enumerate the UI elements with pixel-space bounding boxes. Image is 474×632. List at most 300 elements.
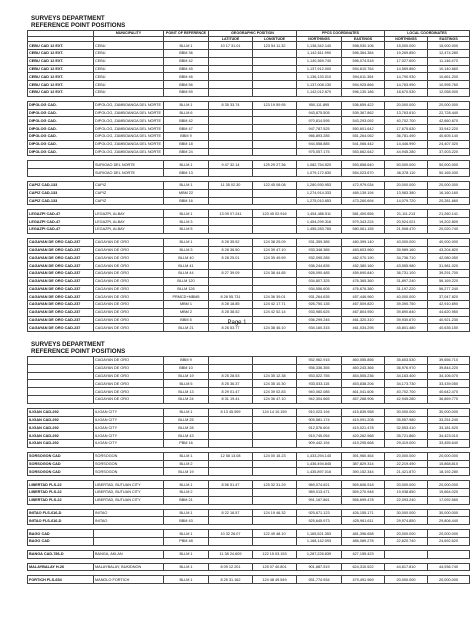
table-row — [28, 285, 470, 293]
municipality-cell: CAGAYAN DE ORO — [94, 364, 164, 372]
table-row — [28, 517, 470, 525]
table-row — [28, 550, 470, 558]
local-easting-cell: 10,995.760 — [428, 81, 470, 89]
municipality-cell: DIPOLOG, ZAMBOANGA DEL NORTE — [94, 132, 164, 140]
local-northing-cell: 22,219.490 — [385, 460, 428, 468]
local-eastings-header: EASTINGS — [428, 36, 470, 42]
station-cell: DIPOLOG CAD. — [28, 140, 94, 148]
ppcs-easting-cell: 479,491.969 — [342, 576, 385, 584]
local-easting-cell: 20,000.000 — [428, 530, 470, 538]
station-cell — [28, 357, 94, 365]
longitude-header: LONGITUDE — [253, 36, 297, 42]
reference-cell: MBM 22 — [164, 189, 209, 197]
ppcs-northing-cell: 944,558.885 — [297, 140, 342, 148]
station-cell: DIPOLOG CAD. — [28, 125, 94, 133]
station-cell: DIPOLOG CAD. — [28, 148, 94, 156]
local-easting-cell: 20,281.660 — [428, 197, 470, 205]
local-easting-cell: 20,000.000 — [428, 576, 470, 584]
ppcs-northing-cell: 1,275,010.653 — [297, 197, 342, 205]
ppcs-easting-cell: 426,155.171 — [342, 509, 385, 517]
ppcs-northing-cell: 1,435,897.016 — [297, 468, 342, 476]
latitude-cell — [209, 73, 253, 81]
ppcs-northing-cell: 910,023.194 — [297, 408, 342, 416]
reference-cell: BLLM 1 — [164, 181, 209, 189]
page-number: Page 1 — [227, 320, 247, 326]
table-row — [28, 125, 470, 133]
municipality-cell: CAGAYAN DE ORO — [94, 238, 164, 246]
municipality-cell: ILIGAN CITY — [94, 439, 164, 447]
ppcs-northing-cell: 928,090.485 — [297, 269, 342, 277]
local-northing-cell — [385, 550, 428, 558]
local-easting-cell: 20,000.000 — [428, 481, 470, 489]
local-easting-cell: 56,277.240 — [428, 285, 470, 293]
reference-cell: BLLM 40 — [164, 254, 209, 262]
table-row — [28, 364, 470, 372]
ppcs-easting-cell: 594,611.364 — [342, 73, 385, 81]
ppcs-northing-cell: 947,787.525 — [297, 125, 342, 133]
ppcs-easting-cell: 596,130.186 — [342, 88, 385, 96]
table-row — [28, 372, 470, 380]
local-northing-cell: 31,897.240 — [385, 277, 428, 285]
local-easting-cell: 40,642.470 — [428, 388, 470, 396]
local-northing-cell: 20,000.000 — [385, 181, 428, 189]
local-easting-cell: 22,728.440 — [428, 109, 470, 117]
local-easting-cell: 36,869.770 — [428, 395, 470, 403]
municipality-cell: SURIGAO DEL NORTE — [94, 161, 164, 169]
longitude-cell — [253, 488, 297, 496]
local-easting-cell: 12,058.000 — [428, 88, 470, 96]
longitude-cell — [253, 57, 297, 65]
local-northing-cell: 20,000.000 — [385, 530, 428, 538]
table-row — [28, 424, 470, 432]
ppcs-northing-cell: 966,893.285 — [297, 132, 342, 140]
reference-cell: BLLM 21 — [164, 324, 209, 332]
station-cell: CEBU CAD 12 EXT. — [28, 81, 94, 89]
page-header — [0, 326, 474, 356]
ppcs-easting-cell: 581,400.656 — [342, 210, 385, 218]
longitude-cell — [253, 468, 297, 476]
local-northing-cell: 17,027.600 — [385, 57, 428, 65]
longitude-cell — [253, 140, 297, 148]
document-page-2 — [0, 326, 474, 584]
municipality-cell: CAGAYAN DE ORO — [94, 262, 164, 270]
local-northing-cell: 35,721.860 — [385, 432, 428, 440]
municipality-cell: CAGAYAN DE ORO — [94, 246, 164, 254]
local-northing-cell: 14,569.860 — [385, 65, 428, 73]
municipality-cell: DIPOLOG, ZAMBOANGA DEL NORTE — [94, 117, 164, 125]
ppcs-northing-cell: 1,168,142.093 — [297, 537, 342, 545]
local-northing-cell: 15,000.000 — [385, 42, 428, 50]
local-easting-cell: 56,169.220 — [428, 277, 470, 285]
local-northing-cell: 40,000.000 — [385, 238, 428, 246]
ppcs-header: PPCS COORDINATES — [297, 31, 385, 37]
reference-cell: BLLM 1 — [164, 161, 209, 169]
latitude-cell: 8 29 01.47 — [209, 388, 253, 396]
municipality-cell: CAGAYAN DE ORO — [94, 324, 164, 332]
reference-cell: BLLM 6 — [164, 109, 209, 117]
latitude-cell — [209, 169, 253, 177]
ppcs-easting-cell: 486,089.278 — [342, 537, 385, 545]
ppcs-easting-cell: 476,365.360 — [342, 277, 385, 285]
station-cell — [28, 364, 94, 372]
longitude-cell — [253, 277, 297, 285]
longitude-cell — [253, 439, 297, 447]
latitude-cell: 8 22 16.57 — [209, 509, 253, 517]
latitude-cell — [209, 357, 253, 365]
station-cell: ILIGAN CAD-292 — [28, 432, 94, 440]
local-northing-cell: 17,675.630 — [385, 125, 428, 133]
local-northing-cell: 29,974.850 — [385, 517, 428, 525]
latitude-cell: 8 09 12.201 — [209, 563, 253, 571]
latitude-cell: 11 38 24.609 — [209, 550, 253, 558]
local-easting-cell: 33,251.240 — [428, 416, 470, 424]
local-northing-cell: 32,553.410 — [385, 424, 428, 432]
ppcs-easting-cell: 624,310.522 — [342, 563, 385, 571]
ppcs-northing-cell: 934,556.605 — [297, 285, 342, 293]
table-row — [28, 452, 470, 460]
reference-cell: PBM 16 — [164, 439, 209, 447]
local-easting-cell: 20,020.740 — [428, 225, 470, 233]
table-row — [28, 488, 470, 496]
longitude-cell — [253, 73, 297, 81]
ppcs-northing-cell: 1,082,754.520 — [297, 161, 342, 169]
table-row — [28, 132, 470, 140]
ppcs-northing-cell: 931,264.635 — [297, 293, 342, 301]
local-easting-cell: 40,605.140 — [428, 132, 470, 140]
ppcs-easting-cell: 467,804.950 — [342, 308, 385, 316]
local-easting-cell: 20,000.000 — [428, 181, 470, 189]
local-easting-cell: 11,146.470 — [428, 57, 470, 65]
station-cell — [28, 372, 94, 380]
longitude-cell — [253, 357, 297, 365]
latitude-cell — [209, 218, 253, 226]
reference-cell: BBM 9 — [164, 357, 209, 365]
municipality-cell: CAGAYAN DE ORO — [94, 316, 164, 324]
longitude-cell: 124 39 49.59 — [253, 254, 297, 262]
ppcs-northing-cell: 1,140,369.740 — [297, 57, 342, 65]
department-title: SURVEYS DEPARTMENT — [31, 15, 105, 22]
table-row — [28, 388, 470, 396]
ppcs-easting-cell: 459,690.840 — [342, 269, 385, 277]
local-easting-cell: 33,942.220 — [428, 125, 470, 133]
table-body — [28, 357, 470, 584]
municipality-cell: CAGAYAN DE ORO — [94, 301, 164, 309]
latitude-cell — [209, 65, 253, 73]
municipality-cell: BANGA, AKLAN — [94, 550, 164, 558]
reference-cell: BLLM 5 — [164, 380, 209, 388]
station-cell: INITAO FLS-616-D — [28, 517, 94, 525]
ppcs-easting-cell: 598,930.106 — [342, 42, 385, 50]
ppcs-easting-cell: 387,829.314 — [342, 460, 385, 468]
reference-cell: BBM 47 — [164, 125, 209, 133]
latitude-cell: 10 32 26.07 — [209, 530, 253, 538]
ppcs-northing-cell: 1,274,914.333 — [297, 189, 342, 197]
ppcs-northing-cell: 1,287,226.839 — [297, 550, 342, 558]
reference-cell: BBM 36 — [164, 49, 209, 57]
municipality-cell: CEBU — [94, 57, 164, 65]
ppcs-easting-cell: 554,023.670 — [342, 169, 385, 177]
ppcs-easting-cell: 559,270.948 — [342, 488, 385, 496]
local-northing-cell: 14,790.930 — [385, 73, 428, 81]
reference-cell: BLLM 3 — [164, 246, 209, 254]
station-cell — [28, 395, 94, 403]
local-northing-cell: 21,421.870 — [385, 468, 428, 476]
ppcs-northing-cell: 901,687.519 — [297, 563, 342, 571]
ppcs-northing-cell: 1,165,521.353 — [297, 530, 342, 538]
local-northing-cell: 21,908.470 — [385, 225, 428, 233]
municipality-cell: SORSOGON — [94, 460, 164, 468]
municipality-cell: CAGAYAN DE ORO — [94, 372, 164, 380]
municipality-cell: LIBERTAD, BUTUAN CITY — [94, 496, 164, 504]
ppcs-northing-cell: 943,875.505 — [297, 109, 342, 117]
reference-cell: BBM 13 — [164, 169, 209, 177]
reference-cell: BLLM 5 — [164, 225, 209, 233]
longitude-cell: 124 35 10.30 — [253, 380, 297, 388]
local-easting-cell: 17,092.560 — [428, 496, 470, 504]
latitude-cell: 8 28 18.85 — [209, 301, 253, 309]
ppcs-easting-cell: 463,603.960 — [342, 246, 385, 254]
local-northing-cell: 20,924.021 — [385, 218, 428, 226]
local-easting-cell: 42,660.670 — [428, 117, 470, 125]
longitude-cell — [253, 65, 297, 73]
ppcs-easting-cell: 462,070.190 — [342, 254, 385, 262]
station-cell: LIBERTAD FLS-22 — [28, 488, 94, 496]
table-row — [28, 301, 470, 309]
latitude-cell: 12 58 13.08 — [209, 452, 253, 460]
longitude-cell: 124 36 39.01 — [253, 293, 297, 301]
ppcs-easting-cell: 461,034.295 — [342, 324, 385, 332]
table-row — [28, 496, 470, 504]
latitude-cell — [209, 262, 253, 270]
longitude-cell: 124 35 12.38 — [253, 372, 297, 380]
ppcs-easting-cell: 425,961.611 — [342, 517, 385, 525]
longitude-cell: 124 38 46.10 — [253, 324, 297, 332]
local-easting-cell: 42,080.050 — [428, 254, 470, 262]
ppcs-northing-cell: 940,062.085 — [297, 388, 342, 396]
latitude-cell — [209, 496, 253, 504]
municipality-cell: CAGAYAN DE ORO — [94, 293, 164, 301]
ppcs-easting-cell: 594,925.866 — [342, 81, 385, 89]
municipality-cell: CEBU — [94, 73, 164, 81]
local-easting-cell: 42,910.690 — [428, 301, 470, 309]
station-cell — [28, 161, 94, 169]
station-cell: BANGA CAD-786-D — [28, 550, 94, 558]
ppcs-easting-cell: 453,838.206 — [342, 380, 385, 388]
ppcs-easting-cell: 454,505.236 — [342, 372, 385, 380]
ppcs-easting-cell: 461,041.606 — [342, 388, 385, 396]
station-cell: CAPIZ CAD-133 — [28, 181, 94, 189]
page-title — [31, 341, 125, 355]
ppcs-easting-cell: 556,699.478 — [342, 496, 385, 504]
municipality-cell: INITAO — [94, 517, 164, 525]
municipality-cell: CAGAYAN DE ORO — [94, 308, 164, 316]
latitude-cell — [209, 88, 253, 96]
local-easting-cell: 10,661.200 — [428, 73, 470, 81]
local-easting-cell: 15,000.000 — [428, 42, 470, 50]
latitude-cell: 8 31 19.41 — [209, 395, 253, 403]
station-cell: CEBU CAD 12 EXT. — [28, 49, 94, 57]
longitude-cell — [253, 109, 297, 117]
table-row — [28, 189, 470, 197]
ppcs-easting-cell: 427,155.423 — [342, 550, 385, 558]
table-row — [28, 262, 470, 270]
latitude-cell — [209, 140, 253, 148]
municipality-cell: LEGAZPI, ALBAY — [94, 218, 164, 226]
table-row — [28, 117, 470, 125]
reference-cell: MBM 2 — [164, 308, 209, 316]
local-easting-cell: 19,202.809 — [428, 218, 470, 226]
table-row — [28, 109, 470, 117]
station-cell: CEBU CAD 12 EXT. — [28, 73, 94, 81]
municipality-cell: CAGAYAN DE ORO — [94, 285, 164, 293]
ppcs-easting-cell: 419,295.668 — [342, 439, 385, 447]
ppcs-northing-cell: 1,454,299.316 — [297, 218, 342, 226]
local-northing-cell: 39,989.160 — [385, 246, 428, 254]
local-northing-cell: 14,763.990 — [385, 81, 428, 89]
ppcs-northing-cell: 989,013.471 — [297, 488, 342, 496]
local-northing-cell: 31,197.220 — [385, 285, 428, 293]
local-northings-header: NORTHINGS — [385, 36, 428, 42]
latitude-cell — [209, 49, 253, 57]
station-cell: FORTICH FLS-654 — [28, 576, 94, 584]
latitude-cell — [209, 468, 253, 476]
station-cell: SORSOGON CAD — [28, 452, 94, 460]
table-row — [28, 140, 470, 148]
longitude-cell — [253, 125, 297, 133]
reference-cell: BLLM 19 — [164, 468, 209, 476]
municipality-cell: DIPOLOG, ZAMBOANGA DEL NORTE — [94, 109, 164, 117]
ppcs-northing-cell: 1,455,283.765 — [297, 225, 342, 233]
local-easting-cell: 50,165.030 — [428, 169, 470, 177]
municipality-cell: CAGAYAN DE ORO — [94, 269, 164, 277]
reference-cell: BBM 5 — [164, 316, 209, 324]
municipality-cell: CAGAYAN DE ORO — [94, 357, 164, 365]
ppcs-northing-cell: 933,348.385 — [297, 246, 342, 254]
ppcs-easting-cell: 596,364.384 — [342, 49, 385, 57]
reference-cell: BLLM 24 — [164, 395, 209, 403]
local-northing-cell: 44,945.280 — [385, 148, 428, 156]
ppcs-northing-cell: 933,533.115 — [297, 380, 342, 388]
ppcs-northing-cell: 932,095.285 — [297, 254, 342, 262]
local-easting-cell: 40,921.230 — [428, 316, 470, 324]
local-northing-cell: 14,079.720 — [385, 197, 428, 205]
longitude-cell — [253, 81, 297, 89]
local-northing-cell: 44,617.810 — [385, 563, 428, 571]
local-northing-cell: 30,000.000 — [385, 408, 428, 416]
station-cell: ILIGAN CAD-292 — [28, 408, 94, 416]
station-cell — [28, 380, 94, 388]
station-cell: MALAYBALAY H-26 — [28, 563, 94, 571]
longitude-cell: 125 07 40.801 — [253, 563, 297, 571]
ppcs-northing-cell: 1,137,008.130 — [297, 81, 342, 89]
ppcs-easting-cell: 481,396.658 — [342, 530, 385, 538]
longitude-cell — [253, 364, 297, 372]
latitude-cell: 10 17 31.01 — [209, 42, 253, 50]
ppcs-easting-cell: 553,662.642 — [342, 148, 385, 156]
latitude-cell — [209, 439, 253, 447]
latitude-cell — [209, 517, 253, 525]
table-row — [28, 269, 470, 277]
longitude-cell — [253, 189, 297, 197]
reference-cell: BBM 43 — [164, 517, 209, 525]
latitude-cell: 8 27 39.09 — [209, 269, 253, 277]
latitude-cell — [209, 148, 253, 156]
reference-cell: BLLM 1 — [164, 576, 209, 584]
ppcs-northing-cell: 934,807.325 — [297, 277, 342, 285]
latitude-cell — [209, 189, 253, 197]
table-row — [28, 563, 470, 571]
ppcs-northing-cell: 909,442.194 — [297, 439, 342, 447]
ppcs-northing-cell: 1,136,133.010 — [297, 73, 342, 81]
municipality-cell: LEGAZPI, ALBAY — [94, 210, 164, 218]
latitude-cell — [209, 57, 253, 65]
table-row — [28, 530, 470, 538]
local-northing-cell: 18,670.530 — [385, 88, 428, 96]
station-cell: CAGAYAN DE ORO CAD-237 — [28, 316, 94, 324]
municipality-header: MUNICIPALITY — [94, 31, 164, 37]
table-row — [28, 576, 470, 584]
local-easting-cell: 15,868.810 — [428, 460, 470, 468]
ppcs-easting-cell: 391,960.464 — [342, 452, 385, 460]
longitude-cell — [253, 117, 297, 125]
latitude-cell — [209, 460, 253, 468]
municipality-cell: MALAYBALAY, BUKIDNON — [94, 563, 164, 571]
longitude-cell: 123 54 11.32 — [253, 42, 297, 50]
latitude-cell: 9 47 32.14 — [209, 161, 253, 169]
local-easting-cell: 37,003.220 — [428, 148, 470, 156]
latitude-cell — [209, 364, 253, 372]
ppcs-northing-cell: 1,454,486.511 — [297, 210, 342, 218]
local-northing-cell: 45,801.480 — [385, 324, 428, 332]
ppcs-northing-cell: 934,160.315 — [297, 324, 342, 332]
reference-cell: BBM 16 — [164, 197, 209, 205]
reference-cell: BLLM 43 — [164, 432, 209, 440]
table-row — [28, 169, 470, 177]
ppcs-northing-cell: 926,750.135 — [297, 301, 342, 309]
latitude-cell — [209, 81, 253, 89]
municipality-cell: CAPIZ — [94, 189, 164, 197]
ppcs-easting-cell: 596,074.518 — [342, 57, 385, 65]
municipality-cell: CAGAYAN DE ORO — [94, 380, 164, 388]
table-row — [28, 460, 470, 468]
municipality-cell: DIPOLOG, ZAMBOANGA DEL NORTE — [94, 148, 164, 156]
latitude-cell: 11 35 02.30 — [209, 181, 253, 189]
table-row — [28, 408, 470, 416]
ppcs-easting-cell: 467,509.820 — [342, 301, 385, 309]
table-row — [28, 246, 470, 254]
latitude-header: LATITUDE — [209, 36, 253, 42]
ppcs-northing-cell: 1,137,912.000 — [297, 65, 342, 73]
latitude-cell — [209, 117, 253, 125]
longitude-cell — [253, 460, 297, 468]
local-easting-cell: 50,000.000 — [428, 161, 470, 169]
reference-cell: BBM 21 — [164, 496, 209, 504]
municipality-cell: SORSOGON — [94, 468, 164, 476]
local-northing-cell: 42,945.280 — [385, 395, 428, 403]
ppcs-easting-cell: 550,601.642 — [342, 125, 385, 133]
local-easting-cell: 33,439.050 — [428, 380, 470, 388]
reference-cell: BLLM 1 — [164, 550, 209, 558]
table-row — [28, 468, 470, 476]
reference-cell: BLLM 1 — [164, 238, 209, 246]
latitude-cell: 8 28 36.50 — [209, 246, 253, 254]
reference-cell: BBM 10 — [164, 364, 209, 372]
municipality-cell: ILIGAN CITY — [94, 416, 164, 424]
station-cell: CAGAYAN DE ORO CAD-237 — [28, 246, 94, 254]
table-row — [28, 42, 470, 50]
local-northing-cell: 29,419.000 — [385, 439, 428, 447]
local-easting-cell: 39,656.710 — [428, 357, 470, 365]
